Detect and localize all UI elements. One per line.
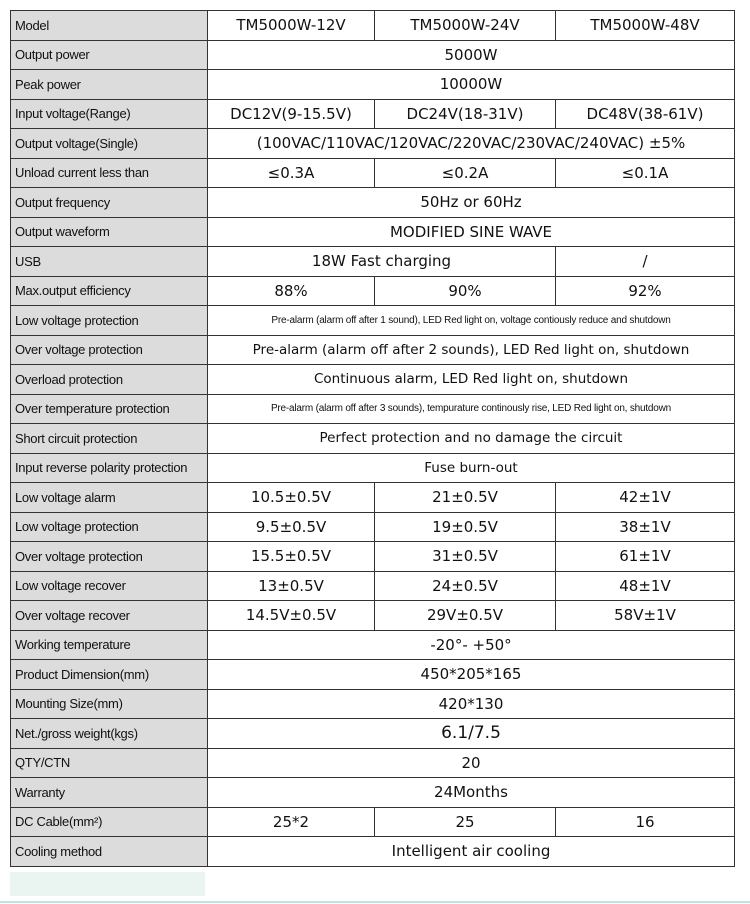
row-over-voltage-recover xyxy=(11,601,735,631)
value-cell: ≤0.3A xyxy=(208,158,375,188)
row-label: Warranty xyxy=(11,778,208,808)
row-output-power xyxy=(11,40,735,70)
value-cell: 6.1/7.5 xyxy=(208,719,735,749)
row-label: Max.output efficiency xyxy=(11,276,208,306)
row-model xyxy=(11,11,735,41)
row-label: Product Dimension(mm) xyxy=(11,660,208,690)
row-label: Net./gross weight(kgs) xyxy=(11,719,208,749)
row-label: Input voltage(Range) xyxy=(11,99,208,129)
row-label: Output waveform xyxy=(11,217,208,247)
row-label: Low voltage protection xyxy=(11,512,208,542)
value-cell: Intelligent air cooling xyxy=(208,837,735,867)
value-cell: -20°- +50° xyxy=(208,630,735,660)
row-label: USB xyxy=(11,247,208,277)
row-mounting-size xyxy=(11,689,735,719)
value-cell: 42±1V xyxy=(556,483,735,513)
value-cell: 21±0.5V xyxy=(375,483,556,513)
value-cell: 18W Fast charging xyxy=(208,247,556,277)
value-cell: Fuse burn-out xyxy=(208,453,735,483)
spec-table xyxy=(10,10,735,867)
value-cell: DC48V(38-61V) xyxy=(556,99,735,129)
row-label: Over voltage protection xyxy=(11,542,208,572)
row-warranty xyxy=(11,778,735,808)
row-label: Output voltage(Single) xyxy=(11,129,208,159)
value-cell: 24±0.5V xyxy=(375,571,556,601)
row-label: Peak power xyxy=(11,70,208,100)
value-cell: 450*205*165 xyxy=(208,660,735,690)
value-cell: 25*2 xyxy=(208,807,375,837)
model-48v-cell: TM5000W-48V xyxy=(556,11,735,41)
row-over-voltage-protection xyxy=(11,335,735,365)
row-label: QTY/CTN xyxy=(11,748,208,778)
row-label: Low voltage protection xyxy=(11,306,208,336)
row-output-waveform xyxy=(11,217,735,247)
row-low-voltage-protection-values xyxy=(11,512,735,542)
value-cell: 5000W xyxy=(208,40,735,70)
row-peak-power xyxy=(11,70,735,100)
row-low-voltage-protection xyxy=(11,306,735,336)
value-cell: Pre-alarm (alarm off after 1 sound), LED Red light on, voltage contiously reduce and shutdown xyxy=(208,306,735,336)
row-label: DC Cable(mm²) xyxy=(11,807,208,837)
value-cell: 92% xyxy=(556,276,735,306)
value-cell: Pre-alarm (alarm off after 3 sounds), tempurature continously rise, LED Red light on, shutdown xyxy=(208,394,735,424)
row-label: Over voltage recover xyxy=(11,601,208,631)
value-cell: 31±0.5V xyxy=(375,542,556,572)
value-cell: 10.5±0.5V xyxy=(208,483,375,513)
value-cell: 16 xyxy=(556,807,735,837)
row-product-dimension xyxy=(11,660,735,690)
value-cell: MODIFIED SINE WAVE xyxy=(208,217,735,247)
row-unload-current xyxy=(11,158,735,188)
value-cell: 14.5V±0.5V xyxy=(208,601,375,631)
row-label: Model xyxy=(11,11,208,41)
value-cell: DC24V(18-31V) xyxy=(375,99,556,129)
row-label: Over voltage protection xyxy=(11,335,208,365)
value-cell: 29V±0.5V xyxy=(375,601,556,631)
footer-tint-block xyxy=(10,872,205,896)
value-cell: 88% xyxy=(208,276,375,306)
value-cell: 61±1V xyxy=(556,542,735,572)
value-cell: ≤0.2A xyxy=(375,158,556,188)
value-cell: 420*130 xyxy=(208,689,735,719)
row-low-voltage-alarm xyxy=(11,483,735,513)
value-cell: Continuous alarm, LED Red light on, shutdown xyxy=(208,365,735,395)
row-label: Low voltage recover xyxy=(11,571,208,601)
row-label: Short circuit protection xyxy=(11,424,208,454)
value-cell: 15.5±0.5V xyxy=(208,542,375,572)
value-cell: Perfect protection and no damage the circuit xyxy=(208,424,735,454)
value-cell: 90% xyxy=(375,276,556,306)
row-label: Cooling method xyxy=(11,837,208,867)
row-label: Low voltage alarm xyxy=(11,483,208,513)
row-over-voltage-protection-values xyxy=(11,542,735,572)
row-label: Input reverse polarity protection xyxy=(11,453,208,483)
value-cell: 20 xyxy=(208,748,735,778)
row-label: Over temperature protection xyxy=(11,394,208,424)
value-cell: 10000W xyxy=(208,70,735,100)
value-cell: 50Hz or 60Hz xyxy=(208,188,735,218)
value-cell: 19±0.5V xyxy=(375,512,556,542)
row-weight xyxy=(11,719,735,749)
row-usb xyxy=(11,247,735,277)
value-cell: (100VAC/110VAC/120VAC/220VAC/230VAC/240VAC) ±5% xyxy=(208,129,735,159)
row-cooling-method xyxy=(11,837,735,867)
value-cell: 58V±1V xyxy=(556,601,735,631)
value-cell: Pre-alarm (alarm off after 2 sounds), LED Red light on, shutdown xyxy=(208,335,735,365)
row-label: Overload protection xyxy=(11,365,208,395)
row-low-voltage-recover xyxy=(11,571,735,601)
row-label: Working temperature xyxy=(11,630,208,660)
bottom-rule xyxy=(0,901,750,903)
row-qty-ctn xyxy=(11,748,735,778)
value-cell: 48±1V xyxy=(556,571,735,601)
row-label: Output frequency xyxy=(11,188,208,218)
value-cell: 24Months xyxy=(208,778,735,808)
value-cell: 13±0.5V xyxy=(208,571,375,601)
model-24v-cell: TM5000W-24V xyxy=(375,11,556,41)
row-reverse-polarity-protection xyxy=(11,453,735,483)
row-efficiency xyxy=(11,276,735,306)
row-output-voltage xyxy=(11,129,735,159)
row-label: Unload current less than xyxy=(11,158,208,188)
value-cell: 25 xyxy=(375,807,556,837)
row-input-voltage xyxy=(11,99,735,129)
row-over-temperature-protection xyxy=(11,394,735,424)
value-cell: 9.5±0.5V xyxy=(208,512,375,542)
row-working-temperature xyxy=(11,630,735,660)
spec-table-container xyxy=(10,10,734,867)
row-short-circuit-protection xyxy=(11,424,735,454)
row-output-frequency xyxy=(11,188,735,218)
value-cell: 38±1V xyxy=(556,512,735,542)
model-12v-cell: TM5000W-12V xyxy=(208,11,375,41)
row-overload-protection xyxy=(11,365,735,395)
value-cell: DC12V(9-15.5V) xyxy=(208,99,375,129)
value-cell: ≤0.1A xyxy=(556,158,735,188)
row-label: Output power xyxy=(11,40,208,70)
value-cell: / xyxy=(556,247,735,277)
row-label: Mounting Size(mm) xyxy=(11,689,208,719)
row-dc-cable xyxy=(11,807,735,837)
